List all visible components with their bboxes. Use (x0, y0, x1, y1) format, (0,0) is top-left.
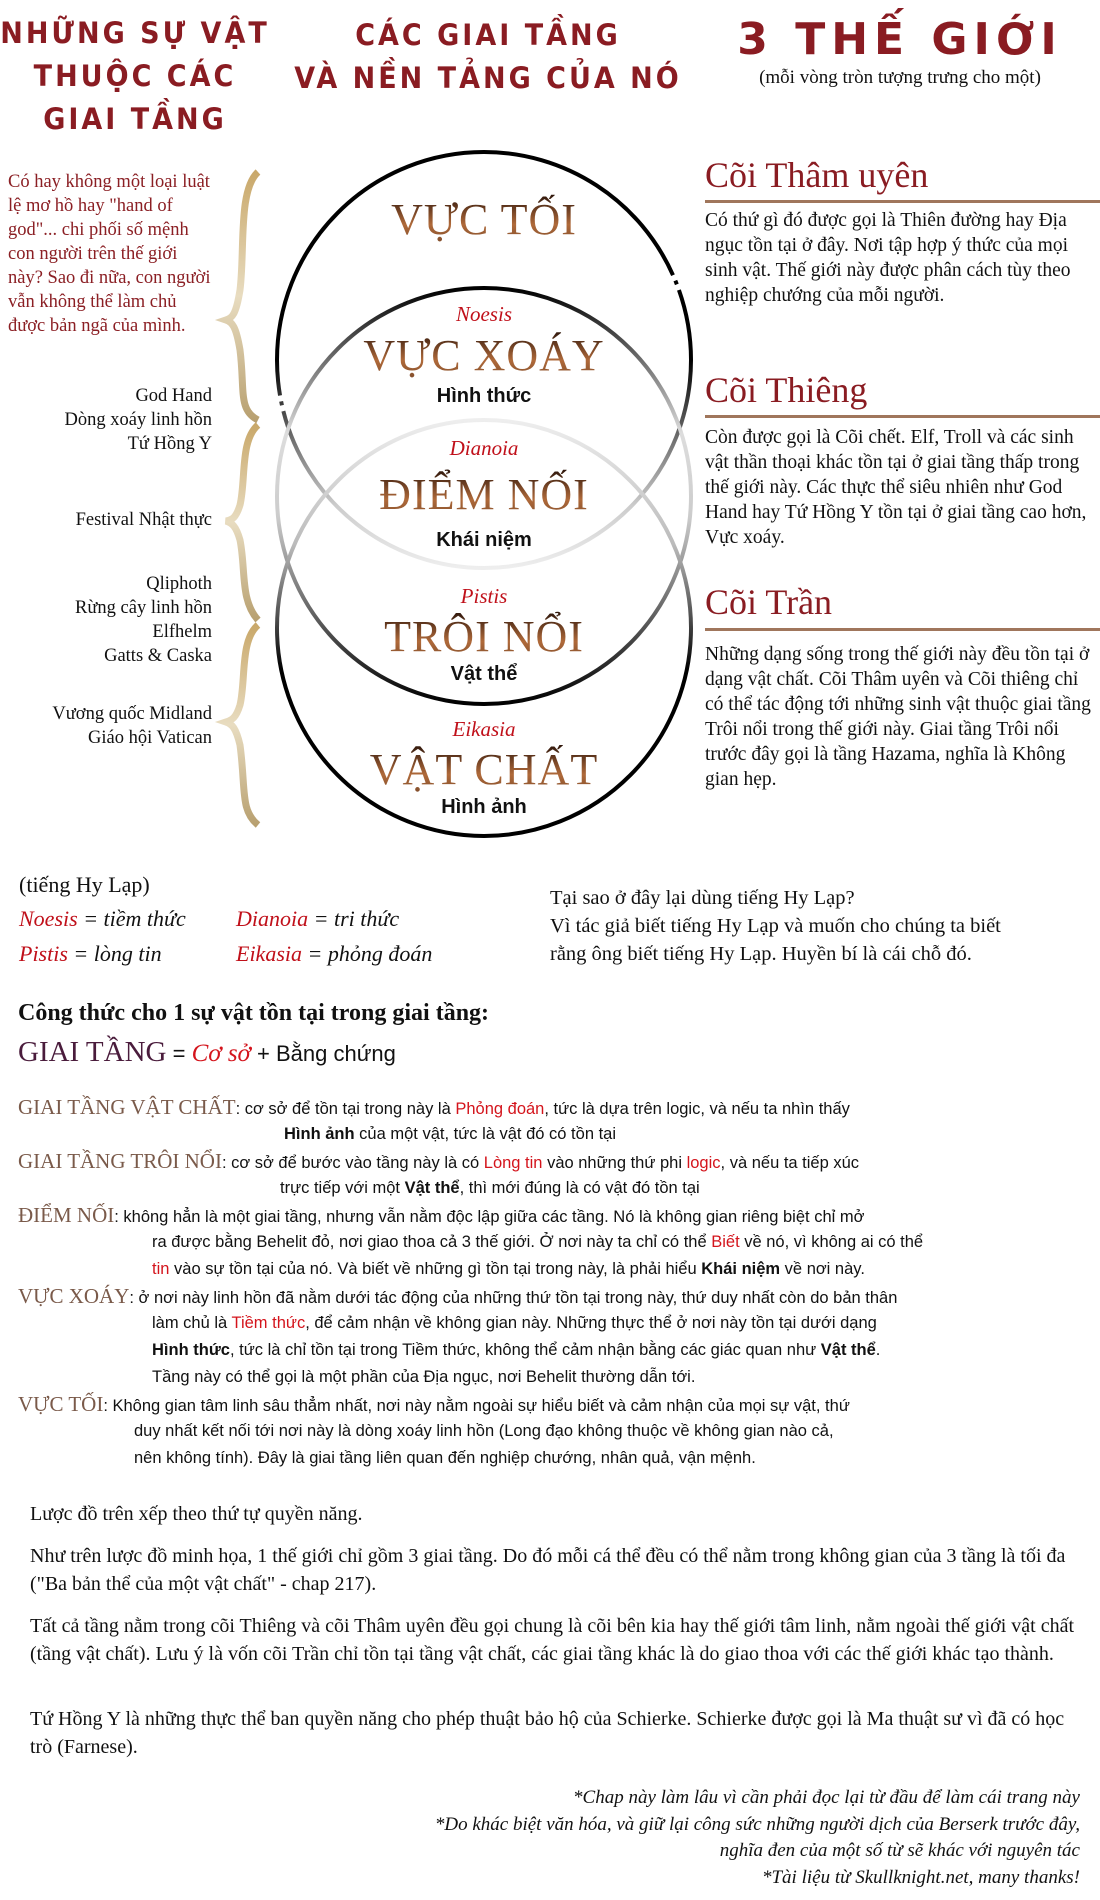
highlight-text: Tiềm thức (231, 1314, 306, 1332)
definition-line (284, 1121, 616, 1148)
definition-line (152, 1229, 923, 1256)
note: Lược đồ trên xếp theo thứ tự quyền năng. (30, 1503, 363, 1525)
level-abyss-label: VỰC TỐI (284, 194, 684, 245)
definition-text: : không hẳn là một giai tầng, nhưng vẫn nằm độc lập giữa các tầng. Nó là không gian riêng biệt chỉ mở (114, 1208, 865, 1226)
definition-text: trực tiếp với một (280, 1179, 405, 1197)
greek-why-line: Vì tác giả biết tiếng Hy Lạp và muốn cho chúng ta biết (550, 915, 1001, 937)
header-left-line: THUỘC CÁC (33, 59, 237, 94)
definition-text: về nơi này. (780, 1260, 865, 1278)
left-group-1 (65, 384, 212, 456)
header-center-line: CÁC GIAI TẦNG (355, 18, 621, 53)
greek-why-line: Tại sao ở đây lại dùng tiếng Hy Lạp? (550, 887, 855, 909)
greek-term (19, 941, 162, 967)
definition-term: VỰC TỐI (18, 1392, 104, 1416)
greek-eikasia: Eikasia (452, 717, 516, 741)
world-title-physical: Cõi Trần (705, 582, 833, 622)
world-title-astral: Cõi Thiêng (705, 370, 868, 410)
greek-meaning: = lòng tin (67, 941, 162, 966)
definition-line (18, 1202, 864, 1231)
level-vortex-sub: Hình thức (436, 385, 532, 407)
note: Tứ Hồng Y là những thực thể ban quyền năng cho phép thuật bảo hộ của Schierke. Schierke được gọi là Ma thuật sư vì đã có học trò (Farnese). (30, 1708, 1065, 1758)
definition-line (152, 1256, 865, 1283)
footnote: *Tài liệu từ Skullknight.net, many thanks! (761, 1866, 1080, 1888)
definition-line (280, 1175, 700, 1202)
left-item: Elfhelm (152, 622, 212, 642)
definition-text: Tầng này có thể gọi là một phần của Địa ngục, nơi Behelit thường dẫn tới. (152, 1368, 696, 1386)
left-item: Gatts & Caska (104, 646, 212, 666)
formula (18, 1036, 396, 1069)
world-text-physical: Những dạng sống trong thế giới này đều tồn tại ở dạng vật chất. Cõi Thâm uyên và Cõi thiêng chỉ có thể tác động tới những sinh vật thuộc giai tầng Trôi nổi trong thế giới này. Giai tầng Trôi nổi trước đây gọi là tầng Hazama, nghĩa là Không gian hẹp. (705, 644, 1091, 790)
definition-text: vào những thứ phi (542, 1154, 687, 1172)
greek-dianoia: Dianoia (449, 436, 519, 460)
definition-text: , thì mới đúng là có vật đó tồn tại (459, 1179, 700, 1197)
definition-text: . (875, 1341, 881, 1359)
definition-text: , và nếu ta tiếp xúc (720, 1154, 860, 1172)
level-physical-label: VẬT CHẤT (284, 744, 684, 795)
greek-word: Pistis (19, 941, 68, 966)
definition-text: của một vật, tức là vật đó có tồn tại (354, 1125, 616, 1143)
greek-term (236, 941, 432, 967)
highlight-text: tin (152, 1260, 170, 1278)
formula-title: Công thức cho 1 sự vật tồn tại trong giai tầng: (18, 1000, 490, 1026)
definition-line (18, 1283, 897, 1312)
definition-text: , tức là chỉ tồn tại trong Tiềm thức, không thể cảm nhận bằng các giác quan như (229, 1341, 821, 1359)
bold-text: Hình ảnh (284, 1125, 355, 1143)
greek-word: Dianoia (236, 906, 309, 931)
left-item: Festival Nhật thực (75, 510, 212, 530)
formula-eq: = (166, 1041, 192, 1066)
definition-line (18, 1391, 850, 1420)
left-item: God Hand (135, 386, 212, 406)
greek-meaning: = tri thức (308, 906, 400, 931)
left-question: Có hay không một loại luật lệ mơ hồ hay "hand of god"... chi phối số mệnh con người trên thế giới này? Sao đi nữa, con người vẫn không thể làm chủ được bản ngã của mình. (8, 172, 211, 336)
left-item: Rừng cây linh hồn (75, 598, 212, 618)
definition-term: GIAI TẦNG TRÔI NỔI (18, 1149, 222, 1173)
highlight-text: logic (686, 1154, 721, 1172)
greek-noesis: Noesis (455, 302, 512, 326)
greek-meaning: = tiềm thức (77, 906, 186, 931)
definition-text: nên không tính). Đây là giai tầng liên quan đến nghiệp chướng, nhân quả, vận mệnh. (134, 1449, 756, 1467)
greek-why-line: rằng ông biết tiếng Hy Lạp. Huyền bí là cái chỗ đó. (550, 943, 972, 965)
level-interstice-label: ĐIỂM NỐI (284, 469, 684, 520)
left-item: Giáo hội Vatican (88, 728, 212, 748)
footnote: nghĩa đen của một số từ sẽ khác với nguyên tác (719, 1840, 1080, 1861)
level-qliphoth-sub: Vật thể (450, 663, 518, 685)
definition-text: duy nhất kết nối tới nơi này là dòng xoáy linh hồn (Long đạo không thuộc về không gian nào cả, (134, 1422, 834, 1440)
left-group-3 (75, 572, 212, 668)
header-right-title: 3 THẾ GIỚI (737, 14, 1063, 65)
highlight-text: Biết (711, 1233, 740, 1251)
note: Tất cả tầng nằm trong cõi Thiêng và cõi Thâm uyên đều gọi chung là cõi bên kia hay thế giới tâm linh, nằm ngoài thế giới vật chất (tầng vật chất). Lưu ý là vốn cõi Trần chỉ tồn tại tầng vật chất, các giai tầng khác là do giao thoa với các thế giới khác tạo thành. (30, 1615, 1075, 1665)
brace-icon (226, 172, 258, 420)
greek-word: Eikasia (236, 941, 302, 966)
left-item: Vương quốc Midland (52, 704, 212, 724)
definition-line (152, 1337, 880, 1364)
left-group-4 (52, 702, 212, 750)
definition-text: : cơ sở để tồn tại trong này là (235, 1100, 456, 1118)
bold-text: Vật thể (404, 1179, 460, 1197)
level-qliphoth-label: TRÔI NỔI (284, 611, 684, 662)
greek-meaning: = phỏng đoán (302, 941, 433, 966)
definition-text: : Không gian tâm linh sâu thẳm nhất, nơi này nằm ngoài sự hiểu biết và cảm nhận của mọi sự vật, thứ (103, 1397, 850, 1415)
footnote: *Do khác biệt văn hóa, và giữ lại công sức những người dịch của Berserk trước đây, (434, 1813, 1080, 1835)
world-text-abyss: Có thứ gì đó được gọi là Thiên đường hay Địa ngục tồn tại ở đây. Nơi tập hợp ý thức của mọi sinh vật. Thế giới này được phân cách tùy theo nghiệp chướng của mỗi người. (705, 210, 1071, 306)
greek-label: (tiếng Hy Lạp) (19, 872, 150, 897)
bold-text: Khái niệm (701, 1260, 781, 1278)
level-physical-sub: Hình ảnh (441, 796, 527, 818)
definition-line (152, 1364, 695, 1391)
footnotes (435, 1785, 1080, 1891)
level-vortex-label: VỰC XOÁY (284, 330, 684, 381)
world-text-astral: Còn được gọi là Cõi chết. Elf, Troll và các sinh vật thần thoại khác tồn tại ở giai tầng thấp trong thế giới này. Các thực thể siêu nhiên như God Hand hay Tứ Hồng Y tồn tại ở giai tầng cao hơn, Vực xoáy. (705, 427, 1087, 548)
header-left-line: GIAI TẦNG (43, 102, 227, 137)
definition-term: ĐIỂM NỐI (18, 1203, 115, 1227)
divider (705, 415, 1100, 418)
highlight-text: Phỏng đoán (455, 1100, 545, 1118)
definition-text: làm chủ là (152, 1314, 232, 1332)
formula-lhs: GIAI TẦNG (18, 1036, 167, 1068)
definition-text: về nó, vì không ai có thể (739, 1233, 924, 1251)
greek-pistis: Pistis (460, 584, 508, 608)
definition-line (134, 1418, 834, 1445)
greek-why (550, 884, 1001, 968)
definition-text: ra được bằng Behelit đỏ, nơi giao thoa cả 3 thế giới. Ở nơi này ta chỉ có thể (152, 1233, 712, 1251)
definition-line (18, 1148, 859, 1177)
definition-text: , để cảm nhận về không gian này. Những thực thể ở nơi này tồn tại dưới dạng (305, 1314, 877, 1332)
definition-text: : cơ sở để bước vào tầng này là có (221, 1154, 484, 1172)
world-title-abyss: Cõi Thâm uyên (705, 155, 929, 195)
header-left-line: NHỮNG SỰ VẬT (0, 16, 270, 51)
definition-term: GIAI TẦNG VẬT CHẤT (18, 1095, 236, 1119)
left-item: Dòng xoáy linh hồn (64, 410, 212, 430)
bold-text: Vật thể (820, 1341, 876, 1359)
definition-text: : ở nơi này linh hồn đã nằm dưới tác động của những thứ tồn tại trong này, thứ duy nhất còn do bản thân (129, 1289, 898, 1307)
header-right-subtitle: (mỗi vòng tròn tượng trưng cho một) (759, 67, 1041, 88)
footnote: *Chap này làm lâu vì cần phải đọc lại từ đầu để làm cái trang này (573, 1787, 1080, 1808)
brace-icon (226, 425, 258, 620)
definition-line (134, 1445, 756, 1472)
divider (705, 200, 1100, 203)
note: Như trên lược đồ minh họa, 1 thế giới chỉ gồm 3 giai tầng. Do đó mỗi cá thể đều có thể nằm trong không gian của 3 tầng là tối đa ("Ba bản thể của một vật chất" - chap 217). (30, 1545, 1066, 1595)
bold-text: Hình thức (152, 1341, 230, 1359)
divider (705, 628, 1100, 631)
definition-term: VỰC XOÁY (18, 1284, 130, 1308)
left-group-2 (76, 508, 212, 532)
level-interstice-sub: Khái niệm (436, 529, 532, 551)
greek-term (236, 906, 399, 932)
definition-line (152, 1310, 877, 1337)
definition-text: , tức là dựa trên logic, và nếu ta nhìn thấy (544, 1100, 850, 1118)
formula-base: Cơ sở (191, 1040, 251, 1067)
left-item: Tứ Hồng Y (127, 434, 212, 454)
highlight-text: Lòng tin (483, 1154, 543, 1172)
greek-word: Noesis (19, 906, 78, 931)
formula-evidence: + Bằng chứng (250, 1041, 396, 1066)
left-item: Qliphoth (146, 574, 212, 594)
greek-term (19, 906, 186, 932)
definition-text: vào sự tồn tại của nó. Và biết về những gì tồn tại trong này, là phải hiểu (169, 1260, 702, 1278)
definition-line (18, 1094, 850, 1123)
header-center-line: VÀ NỀN TẢNG CỦA NÓ (294, 61, 682, 96)
brace-icon (226, 625, 258, 825)
